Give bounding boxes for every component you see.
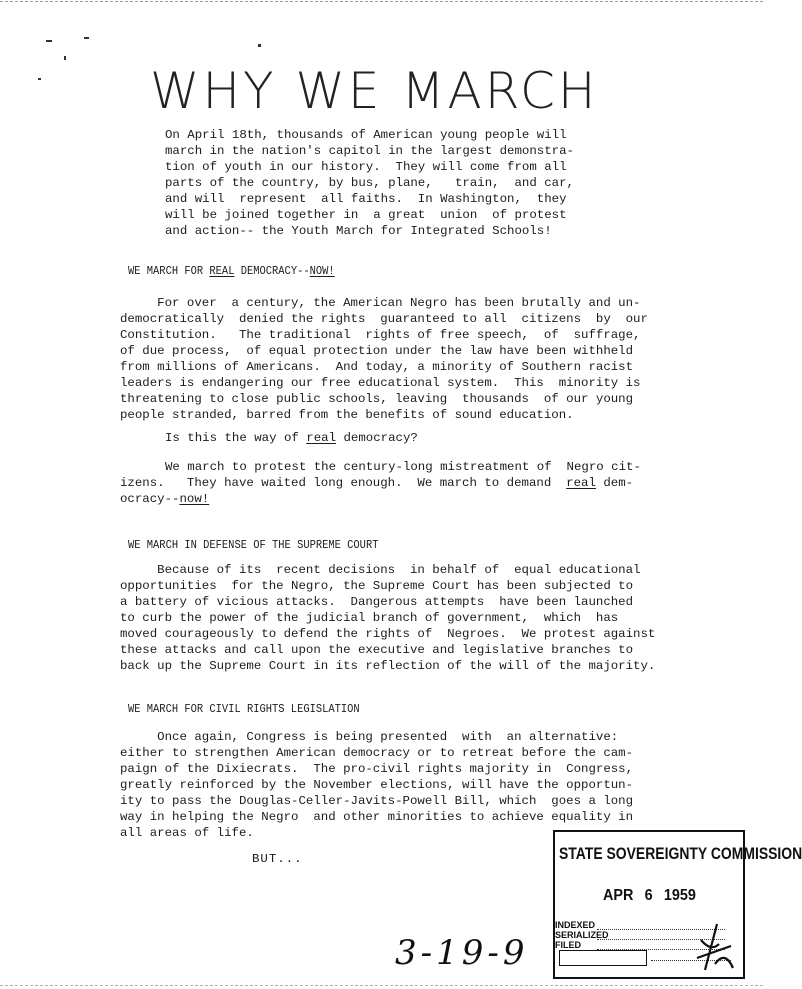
intro-line: will be joined together in a great union of protest	[165, 208, 567, 222]
stamp-day: 6	[644, 887, 653, 904]
body-line	[120, 491, 209, 507]
body-line: We march to protest the century-long mistreatment of Negro cit-	[165, 460, 641, 474]
body-line: people stranded, barred from the benefits of sound education.	[120, 408, 574, 422]
body-text: ocracy--	[120, 492, 180, 506]
body-line: greatly reinforced by the November elections, will have the opportun-	[120, 778, 634, 792]
bottom-perforation	[0, 985, 763, 986]
heading-text: WE MARCH FOR	[128, 265, 210, 278]
body-text: Is this the way of	[165, 431, 307, 445]
body-text: democracy?	[336, 431, 418, 445]
scan-speck	[84, 37, 89, 39]
heading-underlined-text: NOW!	[309, 265, 335, 278]
stamp-month: APR	[603, 887, 634, 904]
commission-received-stamp	[553, 830, 802, 979]
body-line: For over a century, the American Negro has been brutally and un-	[120, 296, 641, 310]
body-line: democratically denied the rights guaranteed to all citizens by our	[120, 312, 648, 326]
body-line: either to strengthen American democracy or to retreat before the cam-	[120, 746, 634, 760]
body-line: to curb the power of the judicial branch of government, which has	[120, 611, 619, 625]
body-text: izens. They have waited long enough. We march to demand	[120, 476, 567, 490]
section-heading-real-democracy	[128, 264, 335, 279]
body-line: Because of its recent decisions in behalf of equal educational	[120, 563, 641, 577]
underlined-text: real	[566, 476, 596, 490]
body-line: paign of the Dixiecrats. The pro-civil rights majority in Congress,	[120, 762, 634, 776]
stamp-title: STATE SOVEREIGNTY COMMISSION	[559, 844, 802, 863]
body-line: moved courageously to defend the rights of Negroes. We protest against	[120, 627, 656, 641]
body-text: dem-	[595, 476, 634, 490]
document-title: WHY WE MARCH	[150, 62, 599, 120]
stamp-date	[603, 887, 696, 905]
scan-speck	[258, 44, 261, 47]
intro-line: tion of youth in our history. They will come from all	[165, 160, 567, 174]
handwritten-initials-mark	[675, 920, 739, 974]
stamp-filed-label: FILED	[555, 940, 581, 950]
body-line: Constitution. The traditional rights of free speech, of suffrage,	[120, 328, 641, 342]
intro-line: On April 18th, thousands of American young people will	[165, 128, 567, 142]
intro-line: parts of the country, by bus, plane, train, and car,	[165, 176, 574, 190]
body-line: threatening to close public schools, leaving thousands of our young	[120, 392, 634, 406]
body-line: these attacks and call upon the executive and legislative branches to	[120, 643, 634, 657]
stamp-year: 1959	[663, 887, 696, 904]
heading-underlined-text: REAL	[209, 265, 235, 278]
intro-line: and will represent all faiths. In Washington, they	[165, 192, 567, 206]
scan-speck	[64, 56, 66, 60]
section-heading-supreme-court: WE MARCH IN DEFENSE OF THE SUPREME COURT	[128, 539, 379, 552]
section-heading-civil-rights: WE MARCH FOR CIVIL RIGHTS LEGISLATION	[128, 703, 360, 716]
stamp-serialized-label: SERIALIZED	[555, 930, 609, 940]
body-line: from millions of Americans. And today, a minority of Southern racist	[120, 360, 634, 374]
top-perforation	[0, 1, 763, 2]
handwritten-file-number: 3-19-9	[395, 933, 529, 973]
rhetorical-question	[165, 430, 418, 446]
body-line: of due process, of equal protection under the law have been withheld	[120, 344, 634, 358]
stamp-indexed-label: INDEXED	[555, 920, 596, 930]
body-line: leaders is endangering our free educational system. This minority is	[120, 376, 641, 390]
body-line: way in helping the Negro and other minorities to achieve equality in	[120, 810, 634, 824]
heading-text: DEMOCRACY--	[234, 265, 310, 278]
closing-text: BUT...	[252, 852, 303, 866]
underlined-text: now!	[179, 492, 210, 506]
stamp-box	[559, 950, 647, 966]
body-line: ity to pass the Douglas-Celler-Javits-Powell Bill, which goes a long	[120, 794, 634, 808]
intro-line: and action-- the Youth March for Integrated Schools!	[165, 224, 552, 238]
intro-line: march in the nation's capitol in the largest demonstra-	[165, 144, 574, 158]
underlined-text: real	[306, 431, 337, 445]
body-line: all areas of life.	[120, 826, 254, 840]
scan-speck	[46, 40, 52, 42]
body-line: back up the Supreme Court in its reflection of the will of the majority.	[120, 659, 656, 673]
body-line: a battery of vicious attacks. Dangerous attempts have been launched	[120, 595, 634, 609]
body-line: opportunities for the Negro, the Supreme Court has been subjected to	[120, 579, 634, 593]
body-line	[120, 475, 633, 491]
body-line: Once again, Congress is being presented with an alternative:	[120, 730, 619, 744]
scan-speck	[38, 78, 41, 80]
